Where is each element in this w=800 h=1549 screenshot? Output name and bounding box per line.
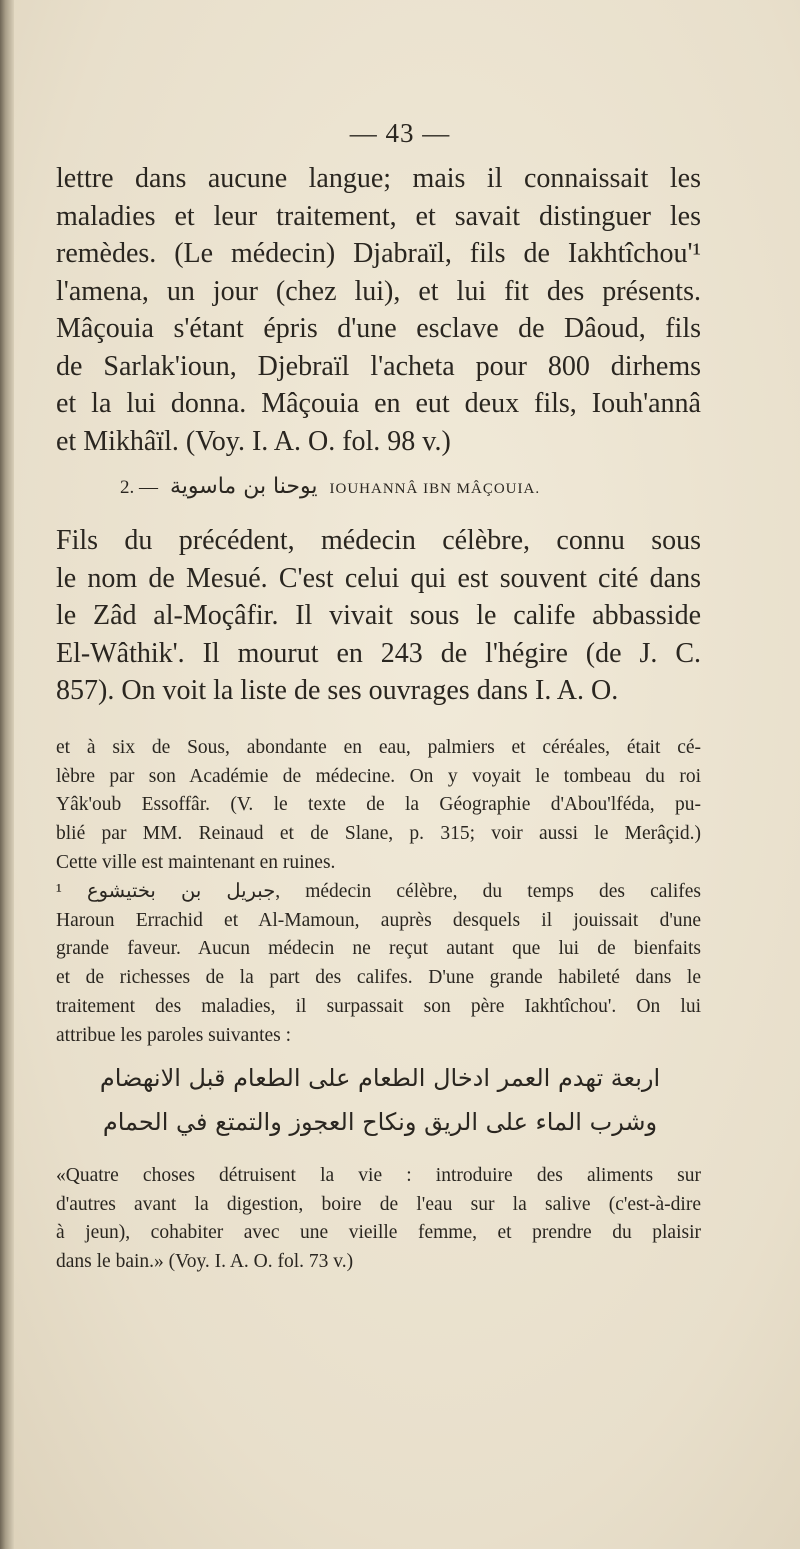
text-line: El-Wâthik'. Il mourut en 243 de l'hégire (de J. C. (56, 637, 701, 669)
quote-line: dans le bain.» (Voy. I. A. O. fol. 73 v.) (56, 1251, 354, 1273)
arabic-verse-line: وشرب الماء على الريق ونكاح العجوز والتمتع في الحمام (102, 1108, 658, 1136)
quote-line: à jeun), cohabiter avec une vieille femme, et prendre du plaisir (56, 1222, 701, 1244)
text-line: remèdes. (Le médecin) Djabraïl, fils de Iakhtîchou'¹ (56, 238, 701, 269)
footnote-line: traitement des maladies, il surpassait son père Iakhtîchou'. On lui (56, 995, 701, 1017)
footnote-1 (56, 878, 701, 1050)
text-line: Mâçouia s'étant épris d'une esclave de Dâoud, fils (56, 313, 701, 344)
entry-paragraph (56, 522, 701, 710)
text-line: de Sarlak'ioun, Djebraïl l'acheta pour 800 dirhems (56, 350, 701, 382)
text-line: et Mikhâïl. (Voy. I. A. O. fol. 98 v.) (56, 425, 451, 457)
text-line: 857). On voit la liste de ses ouvrages dans I. A. O. (56, 675, 619, 706)
text-line: le Zâd al-Moçâfir. Il vivait sous le calife abbasside (56, 600, 701, 631)
entry-latin-name: IOUHANNÂ IBN MÂÇOUIA. (329, 481, 541, 497)
footnote-line: Yâk'oub Essoffâr. (V. le texte de la Géographie d'Abou'lféda, pu- (56, 794, 701, 816)
arabic-verse-line: اربعة تهدم العمر ادخال الطعام على الطعام قبل الانهضام (99, 1064, 661, 1092)
footnote-line: et de richesses de la part des califes. D'une grande habileté dans le (56, 967, 701, 989)
footnote-line: ¹ جبريل بن بختيشوع, médecin célèbre, du temps des califes (56, 881, 701, 902)
footnote-line: Haroun Errachid et Al-Mamoun, auprès desquels il jouissait d'une (56, 909, 701, 931)
text-line: lettre dans aucune langue; mais il connaissait les (56, 163, 701, 194)
footnote-line: Cette ville est maintenant en ruines. (56, 851, 336, 873)
entry-number: 2. — (120, 477, 158, 498)
text-line: et la lui donna. Mâçouia en eut deux fils, Iouh'annâ (56, 388, 701, 419)
text-line: maladies et leur traitement, et savait distinguer les (56, 200, 701, 232)
paragraph-continued (56, 160, 701, 460)
page-binding-edge (0, 0, 14, 1549)
footnote-line: grande faveur. Aucun médecin ne reçut autant que lui de bienfaits (56, 938, 701, 960)
footnote-line: et à six de Sous, abondante en eau, palmiers et céréales, était cé- (56, 737, 701, 758)
entry-arabic-name: يوحنا بن ماسوية (170, 474, 318, 499)
text-line: l'amena, un jour (chez lui), et lui fit des présents. (56, 275, 701, 307)
footnote-line: blié par MM. Reinaud et de Slane, p. 315; voir aussi le Merâçid.) (56, 823, 701, 845)
footnote-line: lèbre par son Académie de médecine. On y voyait le tombeau du roi (56, 765, 701, 787)
text-line: le nom de Mesué. C'est celui qui est souvent cité dans (56, 562, 701, 594)
translation-quote (56, 1162, 701, 1277)
footnote-continued (56, 734, 701, 878)
page-number: — 43 — (349, 118, 451, 148)
entry-heading (120, 474, 700, 499)
quote-line: «Quatre choses détruisent la vie : introduire des aliments sur (56, 1165, 701, 1186)
text-line: Fils du précédent, médecin célèbre, connu sous (56, 525, 701, 556)
footnote-line: attribue les paroles suivantes : (56, 1024, 292, 1046)
quote-line: d'autres avant la digestion, boire de l'eau sur la salive (c'est-à-dire (56, 1193, 701, 1215)
